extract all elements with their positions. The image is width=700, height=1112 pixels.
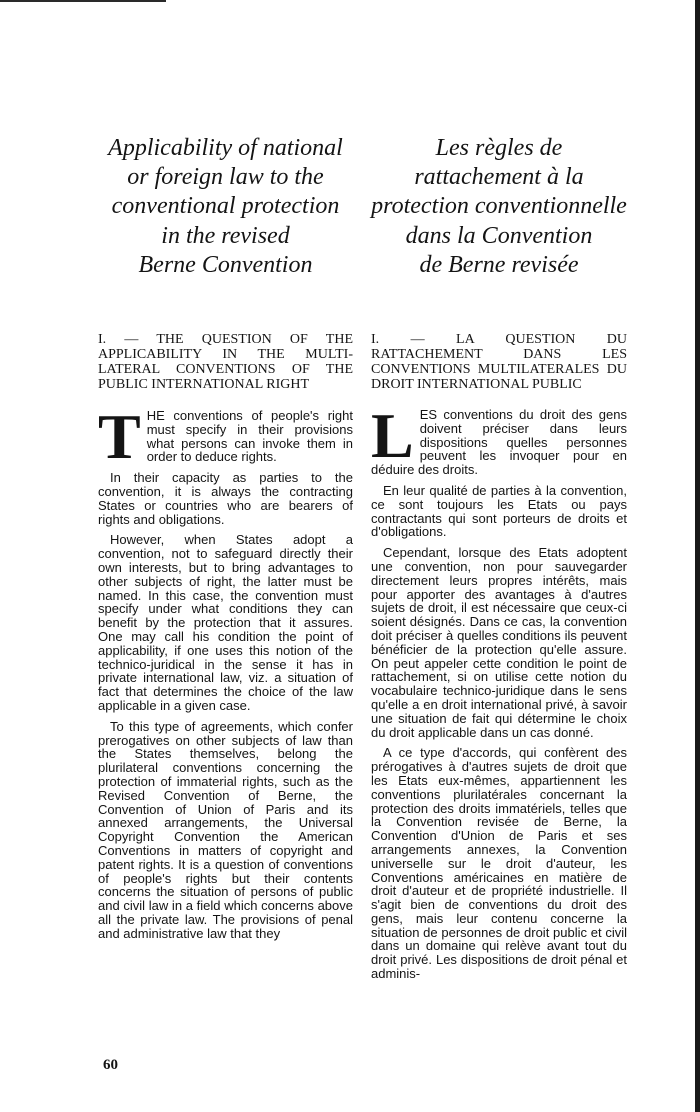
title-line: or foreign law to the — [127, 164, 324, 191]
english-paragraph: However, when States adopt a convention, not to safeguard directly their own interests, but to bring advantages to other subjects of right, the latter must be named. In this case, the convention must specify under what conditions they can benefit by the protection that it assures. One may call his condition the point of applicability, if one uses this notion of the technico-juridical in the sense it has in private international law, viz. a situation of fact that determines the choice of the law applicable in a given case. — [98, 532, 353, 713]
english-paragraph: In their capacity as parties to the convention, it is always the contracting States or countries who are bearers of rights and obligations. — [98, 470, 353, 527]
french-section-heading: I. — LA QUESTION DU RATTACHEMENT DANS LES CONVENTIONS MULTILATERALES DU DROIT INTERNATIONAL PUBLIC — [371, 332, 627, 392]
french-paragraph: Cependant, lorsque des Etats adoptent une convention, non pour sauvegarder directement leurs propres intérêts, mais pour apporter des avantages à d'autres sujets de droit, il est nécessaire que ceux-ci soient désignés. Dans ce cas, la convention doit préciser à quelles conditions ils peuvent bénéficier de la protection qu'elle assure. On peut appeler cette condition le point de rattachement, si on utilise cette notion du vocabulaire technico-juridique dans le sens qu'elle a en droit international privé, à savoir une situation de fait qui détermine le choix du droit applicable dans un cas donné. — [371, 545, 627, 740]
title-line: rattachement à la — [414, 164, 584, 191]
title-line: conventional protection — [111, 193, 340, 220]
title-line: in the revised — [161, 222, 290, 249]
english-title — [98, 134, 353, 280]
title-line: de Berne revisée — [419, 251, 579, 278]
title-line: Applicability of national — [108, 135, 343, 161]
title-line: Les règles de — [435, 135, 563, 161]
english-section-heading: I. — THE QUESTION OF THE APPLICABILITY IN THE MULTI-LATERAL CONVENTIONS OF THE PUBLIC INTERNATIONAL RIGHT — [98, 332, 353, 392]
top-rule — [0, 0, 166, 2]
title-line: dans la Convention — [405, 222, 593, 249]
title-line: Berne Convention — [138, 251, 313, 278]
drop-cap: L — [371, 400, 414, 471]
french-paragraph: A ce type d'accords, qui confèrent des prérogatives à d'autres sujets de droit que les Etats eux-mêmes, appartiennent les conventions plurilatérales concernant la protection des droits immatériels, telles que la Convention revisée de Berne, la Convention d'Union de Paris et ses arrangements annexes, la Convention universelle sur le droit d'auteur, les Conventions américaines en matière de droit d'auteur et de propriété industrielle. Il s'agit bien de conventions du droit des gens, mais leur contenu concerne la situation de personnes de droit public et civil dans un domaine qui relève avant tout du droit privé. Les dispositions de droit pénal et adminis- — [371, 745, 627, 982]
french-paragraph: En leur qualité de parties à la convention, ce sont toujours les Etats ou pays contractants qui sont porteurs de droits et d'obligations. — [371, 482, 627, 540]
page-edge-shadow — [695, 0, 700, 1112]
paragraph-text: conventions du droit des gens doivent préciser dans leurs dispositions quelles personnes peuvent les invoquer pour en déduire des droits. — [371, 407, 627, 478]
french-title — [371, 134, 627, 280]
paragraph-text: conventions of people's right must specify in their provisions what persons can invoke them in order to deduce rights. — [146, 408, 353, 465]
english-paragraph: To this type of agreements, which confer prerogatives on other subjects of law than the States themselves, belong the plurilateral conventions concerning the protection of immaterial rights, such as the Revised Convention of Berne, the Convention of Union of Paris and its annexed arrangements, the Universal Copyright Convention the American Conventions in matters of copyright and patent rights. It is a question of conventions of people's rights but their contents concerns the situation of persons of public and civil law in a field which concerns above all the private law. The provisions of penal and administrative law that they — [98, 718, 353, 941]
english-body-text — [98, 401, 353, 947]
title-line: protection conventionnelle — [371, 193, 627, 220]
english-paragraph — [98, 401, 353, 472]
french-paragraph — [371, 400, 627, 478]
french-body-text — [371, 400, 627, 988]
page-number: 60 — [103, 1057, 118, 1073]
drop-cap-lead: HE — [146, 408, 165, 423]
drop-cap: T — [98, 401, 141, 472]
drop-cap-lead: ES — [419, 407, 438, 422]
